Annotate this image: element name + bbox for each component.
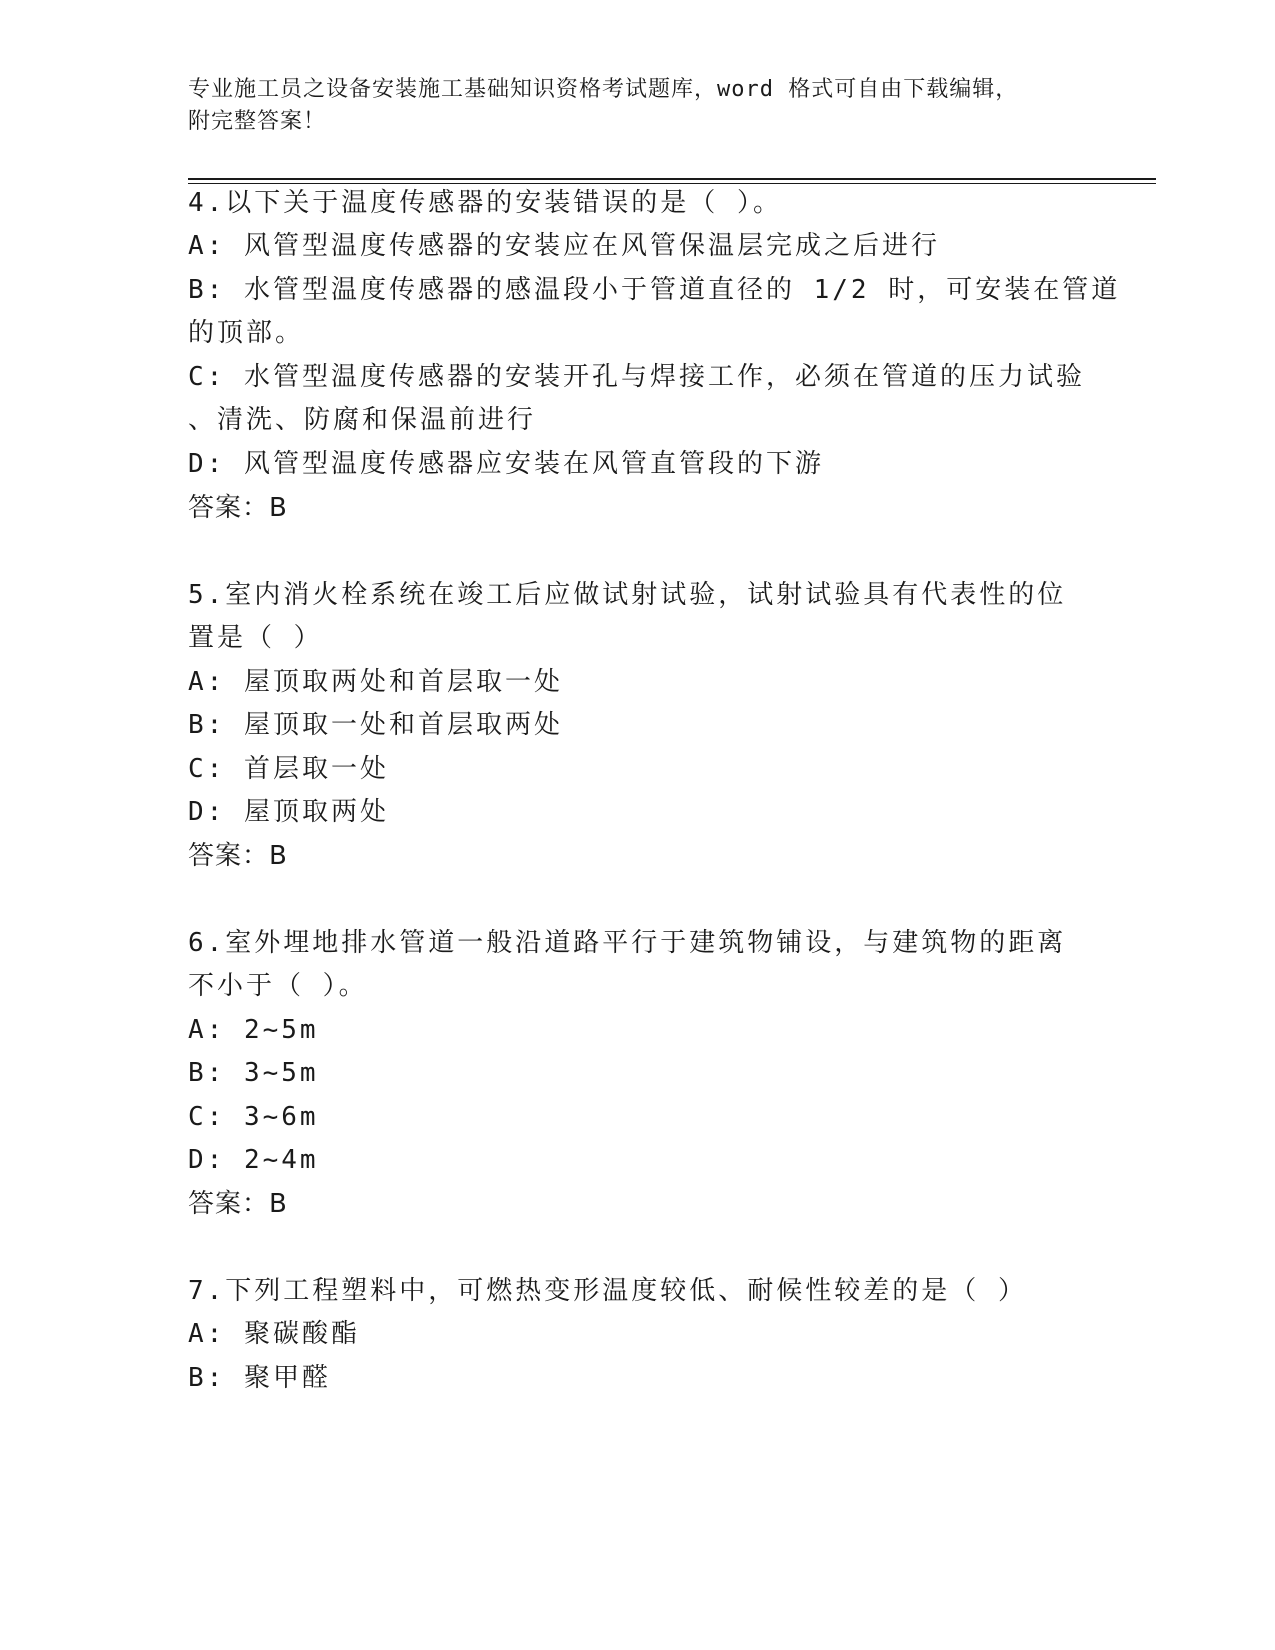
header-divider-thick — [188, 178, 1156, 180]
question-5-option-d: D: 屋顶取两处 — [188, 797, 389, 827]
question-6-stem-cont: 不小于（ ）。 — [188, 971, 368, 1001]
question-7-stem: 7.下列工程塑料中，可燃热变形温度较低、耐候性较差的是（ ） — [188, 1276, 1027, 1306]
document-header — [188, 74, 1168, 138]
question-5-option-b: B: 屋顶取一处和首层取两处 — [188, 710, 563, 740]
question-4-option-c: C: 水管型温度传感器的安装开孔与焊接工作，必须在管道的压力试验 — [188, 362, 1085, 392]
question-5-answer: 答案：B — [188, 841, 288, 871]
question-6-option-a: A: 2~5m — [188, 1015, 319, 1045]
header-line-1: 专业施工员之设备安装施工基础知识资格考试题库，word 格式可自由下载编辑， — [188, 77, 1019, 102]
question-6-option-c: C: 3~6m — [188, 1102, 319, 1132]
question-5-stem-cont: 置是（ ） — [188, 623, 323, 653]
question-4-option-b-cont: 的顶部。 — [188, 318, 305, 348]
header-divider-thin — [188, 183, 1156, 184]
question-4-option-b: B: 水管型温度传感器的感温段小于管道直径的 1/2 时，可安装在管道 — [188, 275, 1121, 305]
question-6-answer: 答案：B — [188, 1189, 288, 1219]
question-6-stem: 6.室外埋地排水管道一般沿道路平行于建筑物铺设，与建筑物的距离 — [188, 928, 1067, 958]
question-4-option-c-cont: 、清洗、防腐和保温前进行 — [188, 405, 537, 435]
question-7-option-b: B: 聚甲醛 — [188, 1363, 331, 1393]
question-5-option-c: C: 首层取一处 — [188, 754, 389, 784]
question-4-stem: 4.以下关于温度传感器的安装错误的是（ ）。 — [188, 188, 782, 218]
question-5-option-a: A: 屋顶取两处和首层取一处 — [188, 667, 563, 697]
header-line-2: 附完整答案！ — [188, 109, 327, 134]
question-6-option-b: B: 3~5m — [188, 1058, 319, 1088]
question-4-option-a: A: 风管型温度传感器的安装应在风管保温层完成之后进行 — [188, 231, 940, 261]
question-7-option-a: A: 聚碳酸酯 — [188, 1319, 360, 1349]
question-4-answer: 答案：B — [188, 493, 288, 523]
question-5-stem: 5.室内消火栓系统在竣工后应做试射试验，试射试验具有代表性的位 — [188, 580, 1067, 610]
question-6-option-d: D: 2~4m — [188, 1145, 319, 1175]
question-4-option-d: D: 风管型温度传感器应安装在风管直管段的下游 — [188, 449, 824, 479]
